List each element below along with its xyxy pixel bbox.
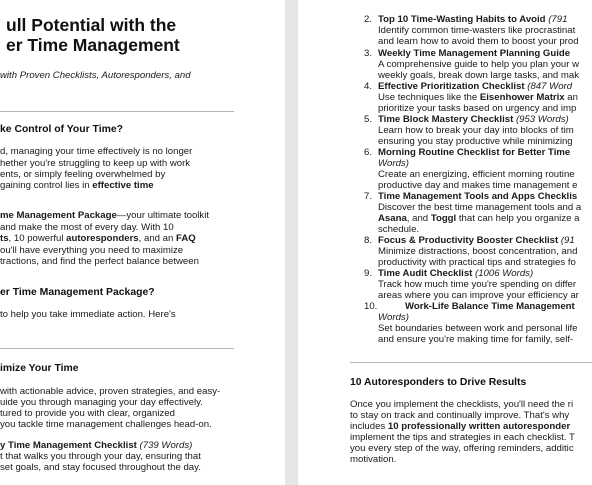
paragraph-line: ou'll have everything you need to maximize [0,245,184,256]
document-title-line1: ull Potential with the [6,15,177,35]
item-description: Identify common time-wasters like procrastinat [378,25,576,36]
item-description: weekly goals, break down large tasks, and mak [378,70,580,81]
section-heading-control: ke Control of Your Time? [0,124,123,135]
paragraph-line: you every step of the way, offering reminders, additic [350,443,574,454]
paragraph-line: ents, or simply feeling overwhelmed by [0,169,166,180]
text: , 10 powerful [8,233,67,244]
document-title-line2: er Time Management [6,35,180,55]
word-count: (953 Words) [515,114,569,125]
item-description: Discover the best time management tools and a [378,202,582,213]
text: an [564,92,578,103]
paragraph-line: d, managing your time effectively is no longer [0,146,193,157]
checklist-title: Weekly Time Management Planning Guide [378,48,571,59]
list-number: 4. [364,81,373,92]
paragraph-line: hether you're struggling to keep up with work [0,158,191,169]
text: , and an [138,233,176,244]
paragraph-line [0,180,154,192]
checklist-title: Morning Routine Checklist for Better Time [378,147,571,158]
item-description: productivity with practical tips and strategies fo [378,257,576,268]
bold-text: me Management Package [0,210,117,221]
item-description: and learn how to avoid them to boost your prod [378,36,579,47]
paragraph-line: tractions, and find the perfect balance between [0,256,199,267]
list-number: 2. [364,14,373,25]
item-description: productive day and makes time management e [378,180,578,191]
word-count: Words) [378,312,409,323]
text: Use techniques like the [378,92,480,103]
checklist-item-1 [0,440,192,452]
checklist-title: Time Block Mastery Checklist [378,114,514,125]
checklist-item-10 [405,301,575,313]
item-description: prioritize your tasks based on urgency and imp [378,103,577,114]
checklist-title: Focus & Productivity Booster Checklist [378,235,559,246]
item-description: Create an energizing, efficient morning routine [378,169,575,180]
list-number: 7. [364,191,373,202]
paragraph-line: and make the most of every day. With 10 [0,222,174,233]
checklist-item-4 [378,81,572,93]
paragraph-line: you tackle time management challenges head-on. [0,419,212,430]
item-description: Track how much time you're spending on differ [378,279,577,290]
item-description: and ensure you're making time for family, self- [378,334,574,345]
checklist-item-8 [378,235,575,247]
word-count: (1006 Words) [475,268,534,279]
bold-text: Toggl [430,213,457,224]
checklist-item-5 [378,114,569,126]
checklist-title: Time Management Tools and Apps Checklis [378,191,578,202]
paragraph-line: t that walks you through your day, ensuring that [0,451,201,462]
bold-text: 10 professionally written autoresponder [387,421,571,432]
checklist-title: y Time Management Checklist [0,440,137,451]
paragraph-line: to help you take immediate action. Here's [0,309,176,320]
item-description: Learn how to break your day into blocks of tim [378,125,574,136]
checklist-title: Time Audit Checklist [378,268,473,279]
word-count: (791 [548,14,568,25]
paragraph-line [350,421,570,433]
document-page-left [0,0,285,485]
bold-text: autoresponders [66,233,139,244]
item-description: Set boundaries between work and personal life [378,323,578,334]
list-number: 8. [364,235,373,246]
item-description: Minimize distractions, boost concentration, and [378,246,578,257]
question-heading: er Time Management Package? [0,287,155,298]
item-description: ensuring you stay productive while minimizing [378,136,573,147]
document-subtitle: with Proven Checklists, Autoresponders, and [0,70,191,81]
paragraph-line: set goals, and stay focused throughout the day. [0,462,201,473]
paragraph-line: to stay on track and continually improve. That's why [350,410,570,421]
list-number: 9. [364,268,373,279]
item-description: schedule. [378,224,420,235]
checklist-title: Top 10 Time-Wasting Habits to Avoid [378,14,546,25]
list-number: 5. [364,114,373,125]
checklist-item-6 [378,147,570,159]
word-count: (739 Words) [139,440,193,451]
text: includes [350,421,388,432]
checklist-item-2 [378,14,567,26]
section-heading-autoresponders: 10 Autoresponders to Drive Results [350,377,527,388]
checklist-item-3 [378,48,570,60]
divider [350,362,592,363]
divider [0,348,234,349]
list-number: 10. [364,301,378,312]
paragraph-line: motivation. [350,454,397,465]
section-heading-maximize: imize Your Time [0,363,79,374]
divider [0,111,234,112]
paragraph-line: with actionable advice, proven strategies, and easy- [0,386,221,397]
item-description: areas where you can improve your efficiency ar [378,290,579,301]
paragraph-line: tured to provide you with clear, organized [0,408,175,419]
paragraph-line: Once you implement the checklists, you'll need the ri [350,399,574,410]
text: that can help you organize a [456,213,580,224]
word-count: Words) [378,158,409,169]
checklist-item-9 [378,268,533,280]
bold-text: effective time [92,180,154,191]
list-number: 6. [364,147,373,158]
text: —your ultimate toolkit [116,210,210,221]
bold-text: FAQ [176,233,196,244]
paragraph-line: uide you through managing your day effectively. [0,397,203,408]
document-page-right [298,0,592,485]
paragraph-line [0,233,196,245]
paragraph-line [0,210,209,222]
word-count: (91 [560,235,575,246]
list-number: 3. [364,48,373,59]
bold-text: Asana [378,213,407,224]
item-description: A comprehensive guide to help you plan your w [378,59,580,70]
checklist-item-7 [378,191,577,203]
word-count: (847 Word [527,81,573,92]
item-description [378,92,578,104]
text: gaining control lies in [0,180,93,191]
text: , and [406,213,431,224]
bold-text: ts [0,233,9,244]
checklist-title: Effective Prioritization Checklist [378,81,525,92]
bold-text: Eisenhower Matrix [479,92,565,103]
item-description [378,213,579,225]
checklist-title: Work-Life Balance Time Management [405,301,575,312]
paragraph-line: implement the tips and strategies in each checklist. T [350,432,575,443]
